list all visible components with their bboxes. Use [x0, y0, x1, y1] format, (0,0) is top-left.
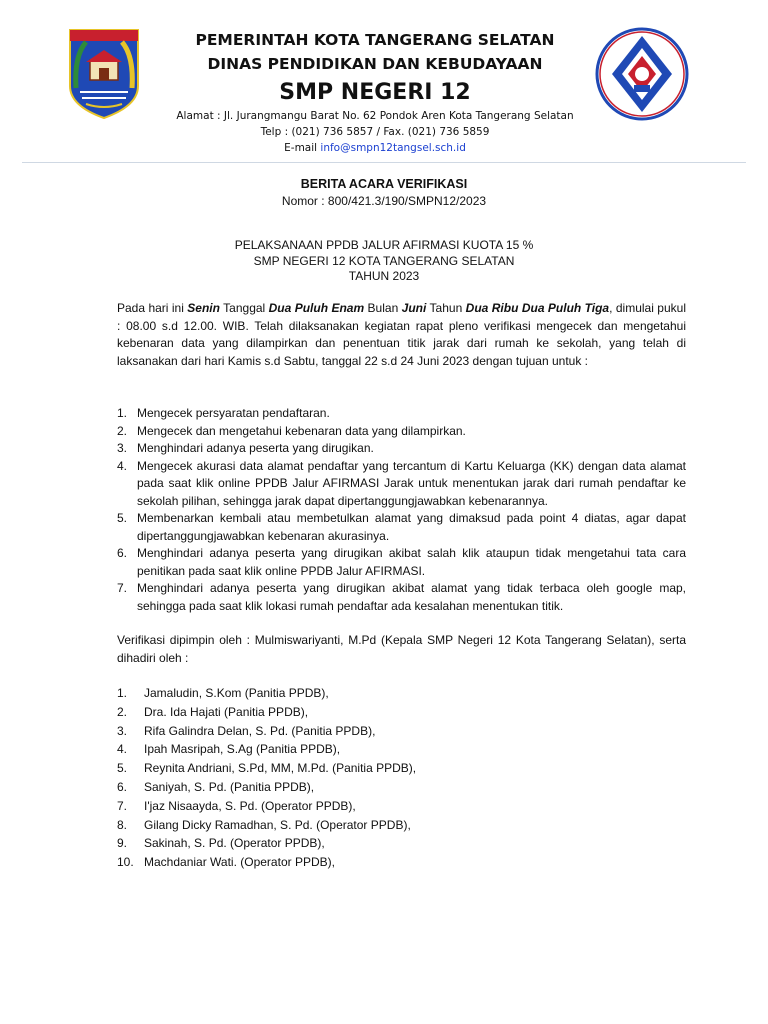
- list-item: 3. Rifa Galindra Delan, S. Pd. (Panitia PPDB),: [117, 723, 376, 738]
- list-item: 9. Sakinah, S. Pd. (Operator PPDB),: [117, 836, 325, 851]
- list-item: 6. Menghindari adanya peserta yang dirugikan akibat salah klik ataupun tidak mengetahui tata cara penitikan pada saat klik online PPDB Jalur AFIRMASI.: [117, 546, 686, 578]
- subject-line-1: PELAKSANAAN PPDB JALUR AFIRMASI KUOTA 15 %: [234, 238, 534, 252]
- intro-date: Dua Puluh Enam: [268, 301, 365, 315]
- document-heading: [0, 176, 768, 209]
- school-email-line: [160, 140, 590, 156]
- intro-month: Juni: [401, 301, 427, 315]
- list-item: 10. Machdaniar Wati. (Operator PPDB),: [117, 855, 335, 870]
- email-label: E-mail: [284, 142, 321, 154]
- document-subject: [0, 238, 768, 285]
- list-item: 7. I'jaz Nisaayda, S. Pd. (Operator PPDB),: [117, 798, 356, 813]
- list-item: 2. Dra. Ida Hajati (Panitia PPDB),: [117, 704, 309, 719]
- letterhead-divider: [22, 162, 746, 163]
- list-item: 1. Mengecek persyaratan pendaftaran.: [117, 406, 330, 420]
- letterhead: [0, 0, 768, 168]
- list-item: 1. Jamaludin, S.Kom (Panitia PPDB),: [117, 686, 329, 700]
- school-name: SMP NEGERI 12: [279, 80, 471, 105]
- list-item: 7. Menghindari adanya peserta yang dirugikan akibat alamat yang tidak terbaca oleh google map, sehingga pada saat klik lokasi rumah pendaftar ada kesalahan menentukan titik.: [117, 581, 686, 613]
- city-emblem-logo: [66, 26, 142, 120]
- purpose-list: [117, 405, 686, 615]
- letterhead-text: [160, 28, 590, 156]
- school-address: Alamat : Jl. Jurangmangu Barat No. 62 Pondok Aren Kota Tangerang Selatan: [176, 110, 574, 122]
- school-phone: Telp : (021) 736 5857 / Fax. (021) 736 5859: [260, 126, 490, 138]
- email-link[interactable]: info@smpn12tangsel.sch.id: [320, 142, 466, 154]
- department-name: DINAS PENDIDIKAN DAN KEBUDAYAAN: [207, 55, 543, 73]
- list-item: 6. Saniyah, S. Pd. (Panitia PPDB),: [117, 779, 315, 794]
- list-item: 2. Mengecek dan mengetahui kebenaran data yang dilampirkan.: [117, 423, 466, 438]
- list-item: 8. Gilang Dicky Ramadhan, S. Pd. (Operator PPDB),: [117, 817, 411, 832]
- intro-day: Senin: [187, 301, 220, 315]
- list-item: 5. Reynita Andriani, S.Pd, MM, M.Pd. (Panitia PPDB),: [117, 761, 417, 776]
- document-number: Nomor : 800/421.3/190/SMPN12/2023: [281, 194, 487, 208]
- list-item: 3. Menghindari adanya peserta yang dirugikan.: [117, 441, 374, 455]
- list-item: 5. Membenarkan kembali atau membetulkan alamat yang dimaksud pada point 4 diatas, agar dapat dipertanggungjawabkan kebenaran akurasinya.: [117, 511, 686, 543]
- document-title: BERITA ACARA VERIFIKASI: [300, 177, 468, 191]
- list-item: 4. Ipah Masripah, S.Ag (Panitia PPDB),: [117, 742, 341, 757]
- list-item: 4. Mengecek akurasi data alamat pendaftar yang tercantum di Kartu Keluarga (KK) dengan data alamat pada saat klik online PPDB Jalur AFIRMASI Jarak untuk menentukan jarak dari rumah pendaftar ke sekolah pilihan, sehingga jarak dapat dipertanggungjawabkan kebenarannya.: [117, 458, 686, 508]
- subject-line-2: SMP NEGERI 12 KOTA TANGERANG SELATAN: [253, 253, 515, 268]
- subject-line-3: TAHUN 2023: [348, 269, 420, 283]
- school-badge-logo: [594, 26, 690, 122]
- verification-paragraph: Verifikasi dipimpin oleh : Mulmiswariyanti, M.Pd (Kepala SMP Negeri 12 Kota Tangerang Selatan), serta dihadiri oleh :: [117, 633, 686, 665]
- government-name: PEMERINTAH KOTA TANGERANG SELATAN: [195, 31, 555, 49]
- intro-year: Dua Ribu Dua Puluh Tiga: [465, 301, 610, 315]
- attendee-list: [117, 684, 686, 872]
- intro-paragraph: Pada hari ini Senin Tanggal Dua Puluh Enam Bulan Juni Tahun Dua Ribu Dua Puluh Tiga, dimulai pukul : 08.00 s.d 12.00. WIB. Telah dilaksanakan kegiatan rapat pleno verifikasi mengecek dan mengetahui kebenaran data yang dilampirkan dan penentuan titik jarak dari rumah ke sekolah, yang telah di laksanakan dari hari Kamis s.d Sabtu, tanggal 22 s.d 24 Juni 2023 dengan tujuan untuk :: [117, 301, 686, 368]
